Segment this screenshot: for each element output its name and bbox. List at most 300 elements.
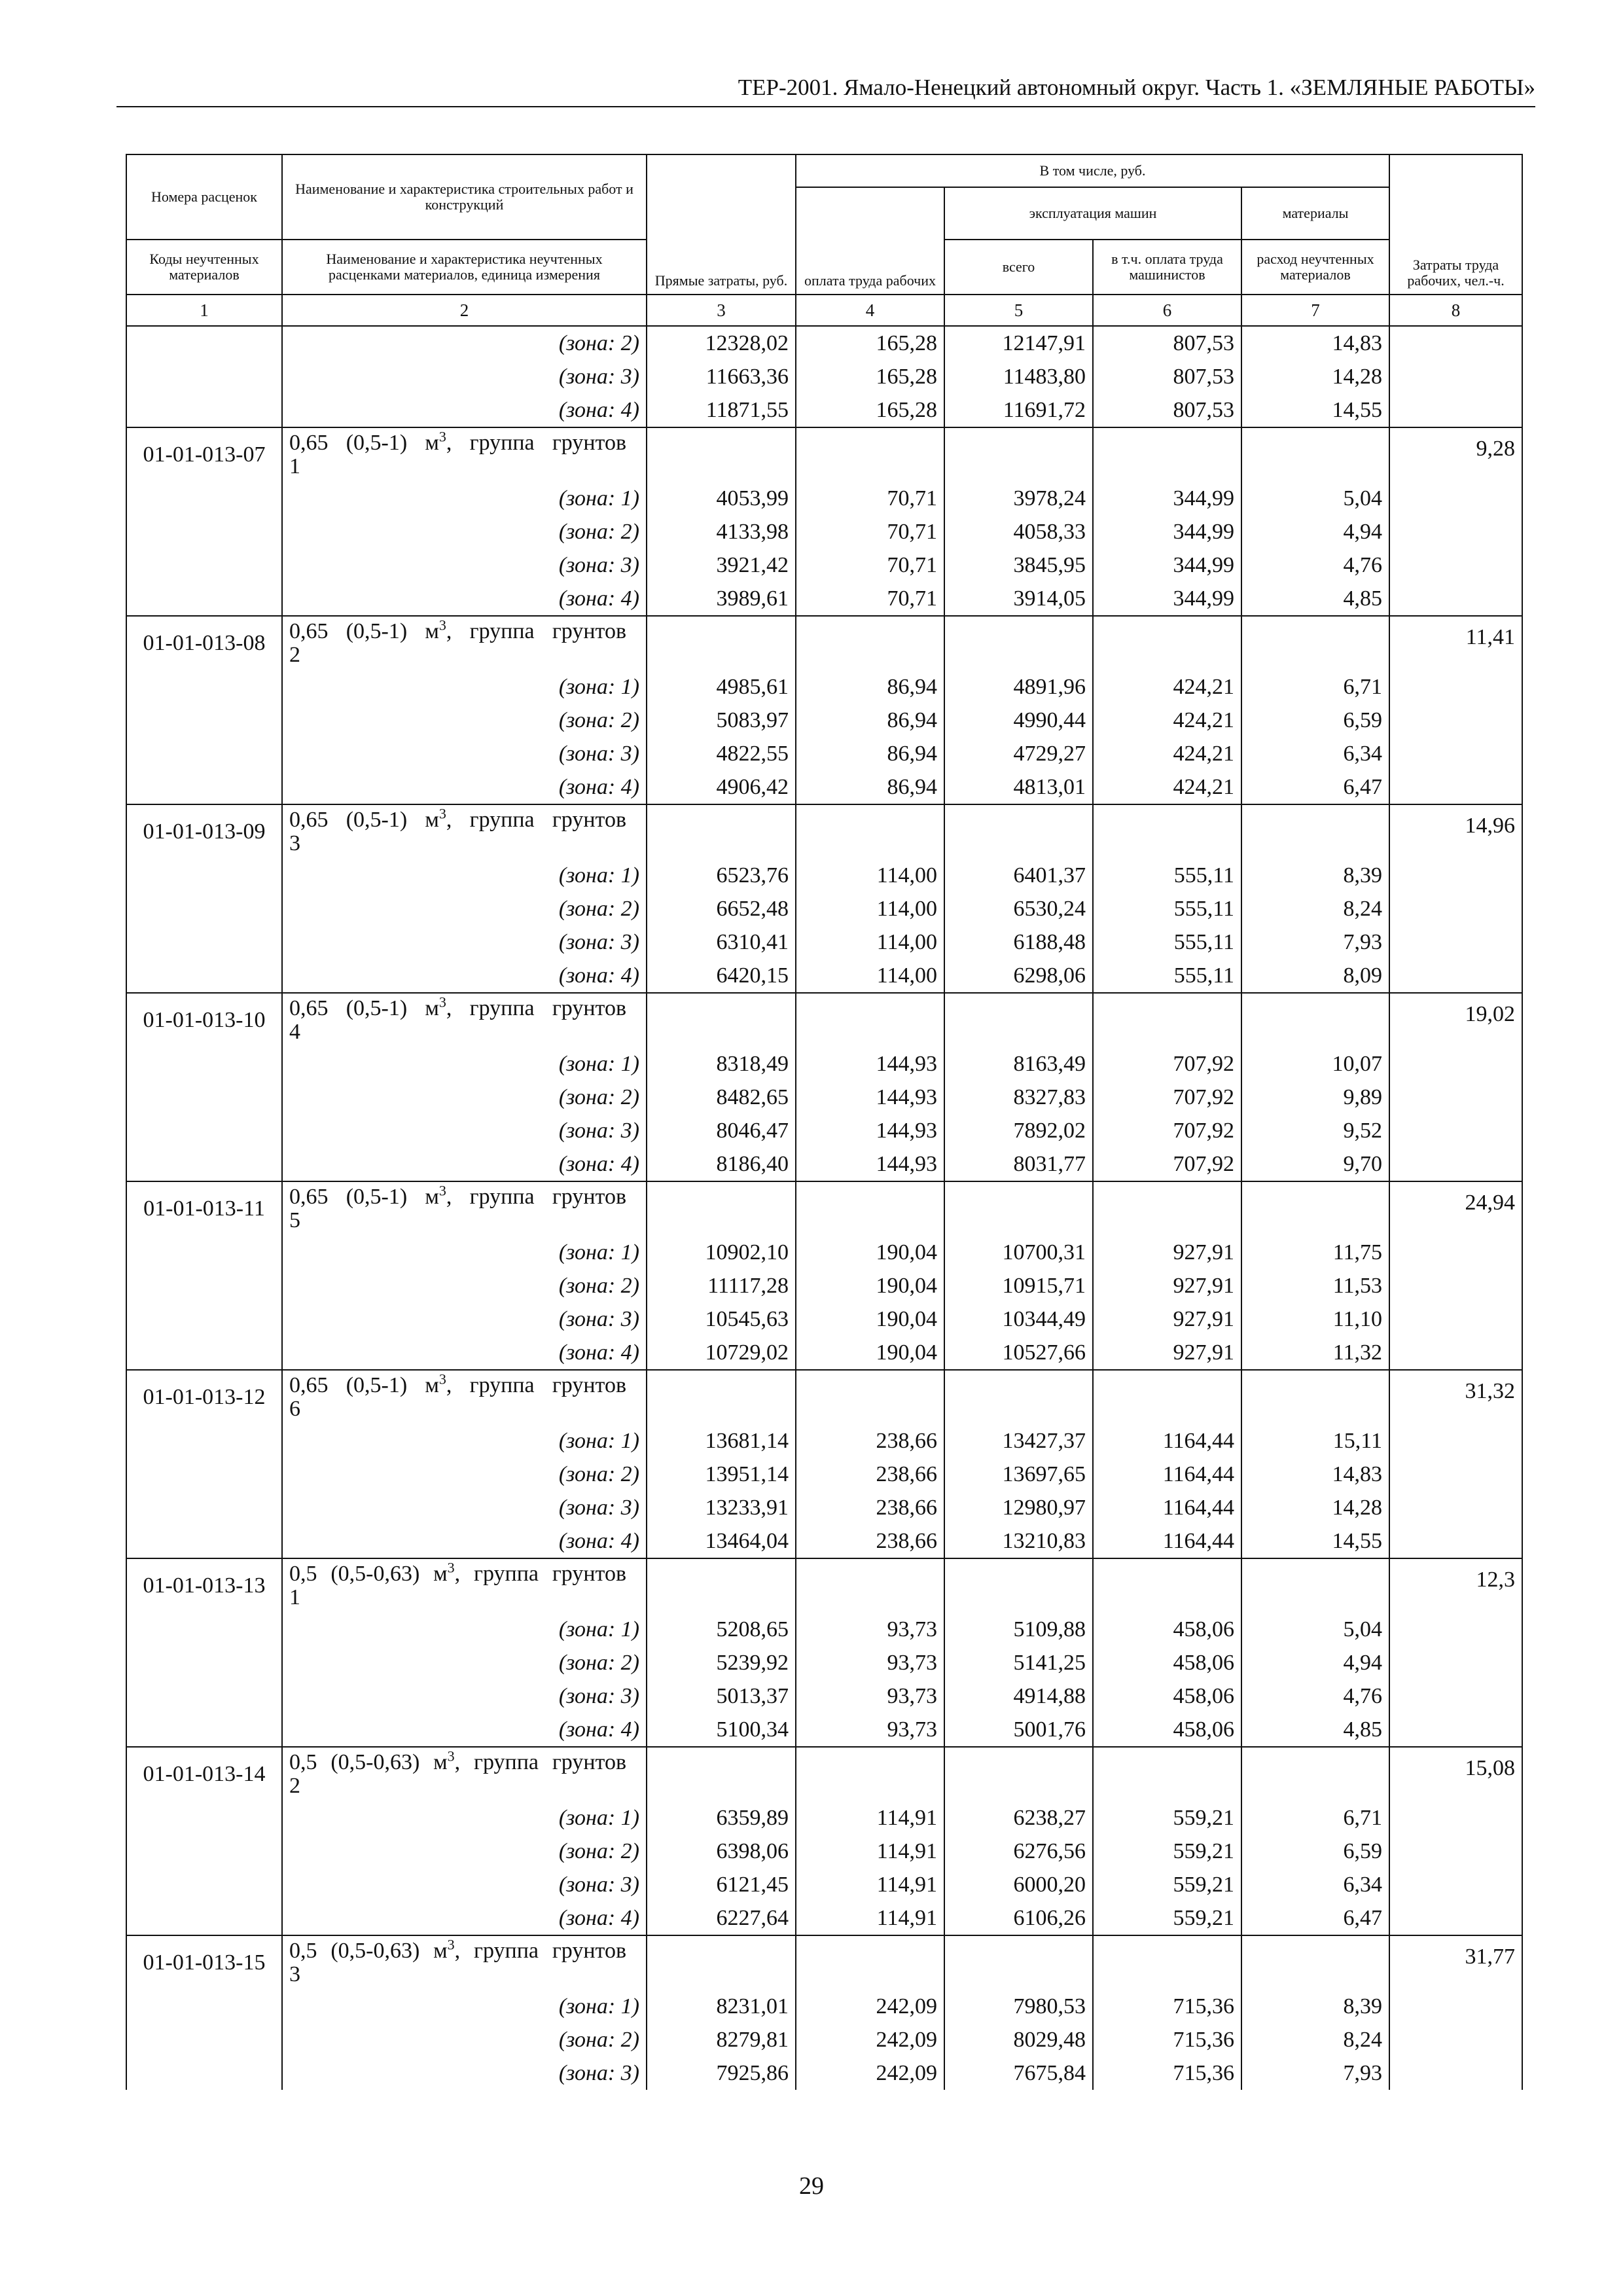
description-tail: , группа грунтов bbox=[454, 1939, 626, 1963]
material-usage-value: 6,59 bbox=[1241, 704, 1389, 737]
empty-code-cell bbox=[126, 737, 282, 770]
material-usage-value: 9,52 bbox=[1241, 1114, 1389, 1147]
worker-pay-value: 190,04 bbox=[796, 1269, 944, 1302]
zone-row bbox=[126, 704, 1522, 737]
empty-code-cell bbox=[126, 959, 282, 993]
empty-code-cell bbox=[126, 925, 282, 959]
empty-labor-hours-cell bbox=[1389, 1990, 1522, 2023]
column-number: 7 bbox=[1241, 295, 1389, 326]
empty-code-cell bbox=[126, 1081, 282, 1114]
zone-label: (зона: 2) bbox=[282, 515, 647, 548]
machines-total-value: 4813,01 bbox=[944, 770, 1093, 804]
empty-code-cell bbox=[126, 770, 282, 804]
worker-pay-value: 86,94 bbox=[796, 704, 944, 737]
rate-item-row bbox=[126, 1747, 1522, 1801]
material-usage-value: 6,47 bbox=[1241, 770, 1389, 804]
direct-costs-value: 12328,02 bbox=[647, 326, 796, 360]
zone-label: (зона: 3) bbox=[282, 548, 647, 582]
zone-label: (зона: 2) bbox=[282, 326, 647, 360]
empty-labor-hours-cell bbox=[1389, 393, 1522, 427]
empty-value-cell bbox=[796, 1181, 944, 1236]
material-usage-value: 4,94 bbox=[1241, 515, 1389, 548]
header-material-codes: Коды неучтенных материалов bbox=[126, 240, 282, 295]
labor-hours-value: 14,96 bbox=[1389, 804, 1522, 859]
machines-total-value: 7675,84 bbox=[944, 2056, 1093, 2090]
zone-label: (зона: 2) bbox=[282, 1269, 647, 1302]
zone-label: (зона: 2) bbox=[282, 1458, 647, 1491]
zone-row bbox=[126, 2056, 1522, 2090]
empty-code-cell bbox=[126, 1679, 282, 1713]
direct-costs-value: 13681,14 bbox=[647, 1424, 796, 1458]
worker-pay-value: 238,66 bbox=[796, 1458, 944, 1491]
rate-description bbox=[282, 1181, 647, 1236]
machines-total-value: 4058,33 bbox=[944, 515, 1093, 548]
zone-label: (зона: 1) bbox=[282, 670, 647, 704]
empty-labor-hours-cell bbox=[1389, 859, 1522, 892]
empty-labor-hours-cell bbox=[1389, 1236, 1522, 1269]
empty-value-cell bbox=[944, 804, 1093, 859]
rate-item-row bbox=[126, 1558, 1522, 1613]
zone-row bbox=[126, 1236, 1522, 1269]
zone-label: (зона: 1) bbox=[282, 1801, 647, 1835]
machinist-pay-value: 458,06 bbox=[1093, 1713, 1241, 1747]
rate-item-row bbox=[126, 616, 1522, 670]
zone-row bbox=[126, 2023, 1522, 2056]
soil-group-number: 5 bbox=[289, 1208, 300, 1232]
empty-value-cell bbox=[1093, 993, 1241, 1047]
material-usage-value: 6,71 bbox=[1241, 670, 1389, 704]
zone-row bbox=[126, 1047, 1522, 1081]
zone-label: (зона: 3) bbox=[282, 737, 647, 770]
zone-label: (зона: 3) bbox=[282, 1868, 647, 1901]
empty-labor-hours-cell bbox=[1389, 2056, 1522, 2090]
worker-pay-value: 114,00 bbox=[796, 925, 944, 959]
rate-item-row bbox=[126, 804, 1522, 859]
empty-value-cell bbox=[1241, 804, 1389, 859]
empty-labor-hours-cell bbox=[1389, 2023, 1522, 2056]
worker-pay-value: 165,28 bbox=[796, 393, 944, 427]
empty-code-cell bbox=[126, 1424, 282, 1458]
rate-code: 01-01-013-10 bbox=[126, 993, 282, 1047]
empty-value-cell bbox=[944, 1181, 1093, 1236]
soil-group-number: 3 bbox=[289, 1962, 300, 1986]
material-usage-value: 14,28 bbox=[1241, 1491, 1389, 1524]
empty-value-cell bbox=[1241, 427, 1389, 482]
soil-group-number: 1 bbox=[289, 1585, 300, 1609]
header-materials: материалы bbox=[1241, 187, 1389, 240]
zone-row bbox=[126, 393, 1522, 427]
empty-value-cell bbox=[944, 993, 1093, 1047]
zone-row bbox=[126, 1835, 1522, 1868]
direct-costs-value: 7925,86 bbox=[647, 2056, 796, 2090]
header-direct-costs: Прямые затраты, руб. bbox=[647, 154, 796, 295]
empty-code-cell bbox=[126, 1901, 282, 1935]
empty-value-cell bbox=[1241, 616, 1389, 670]
empty-value-cell bbox=[1241, 993, 1389, 1047]
empty-labor-hours-cell bbox=[1389, 1713, 1522, 1747]
zone-row bbox=[126, 482, 1522, 515]
direct-costs-value: 11117,28 bbox=[647, 1269, 796, 1302]
zone-label: (зона: 2) bbox=[282, 2023, 647, 2056]
empty-value-cell bbox=[1241, 1558, 1389, 1613]
column-number: 8 bbox=[1389, 295, 1522, 326]
direct-costs-value: 4053,99 bbox=[647, 482, 796, 515]
description-tail: , группа грунтов bbox=[446, 619, 626, 643]
machines-total-value: 3914,05 bbox=[944, 582, 1093, 616]
zone-label: (зона: 2) bbox=[282, 892, 647, 925]
empty-code-cell bbox=[126, 2056, 282, 2090]
empty-value-cell bbox=[796, 616, 944, 670]
empty-value-cell bbox=[647, 1935, 796, 1990]
material-usage-value: 11,32 bbox=[1241, 1336, 1389, 1370]
zone-label: (зона: 4) bbox=[282, 959, 647, 993]
direct-costs-value: 8231,01 bbox=[647, 1990, 796, 2023]
column-number: 2 bbox=[282, 295, 647, 326]
empty-code-cell bbox=[126, 892, 282, 925]
empty-labor-hours-cell bbox=[1389, 670, 1522, 704]
empty-labor-hours-cell bbox=[1389, 1613, 1522, 1646]
material-usage-value: 8,39 bbox=[1241, 859, 1389, 892]
unit-superscript: 3 bbox=[438, 805, 446, 822]
zone-row bbox=[126, 1990, 1522, 2023]
description-text: 0,5 (0,5-0,63) м bbox=[289, 1750, 448, 1774]
empty-value-cell bbox=[1093, 616, 1241, 670]
material-usage-value: 6,71 bbox=[1241, 1801, 1389, 1835]
direct-costs-value: 10545,63 bbox=[647, 1302, 796, 1336]
empty-code-cell bbox=[126, 326, 282, 360]
worker-pay-value: 144,93 bbox=[796, 1047, 944, 1081]
material-usage-value: 5,04 bbox=[1241, 482, 1389, 515]
empty-code-cell bbox=[126, 1713, 282, 1747]
worker-pay-value: 114,91 bbox=[796, 1835, 944, 1868]
zone-row bbox=[126, 892, 1522, 925]
description-text: 0,65 (0,5-1) м bbox=[289, 431, 439, 455]
empty-labor-hours-cell bbox=[1389, 1524, 1522, 1558]
empty-labor-hours-cell bbox=[1389, 1679, 1522, 1713]
machinist-pay-value: 344,99 bbox=[1093, 548, 1241, 582]
table-body bbox=[126, 326, 1522, 2090]
unit-superscript: 3 bbox=[438, 1371, 446, 1388]
zone-label: (зона: 3) bbox=[282, 1679, 647, 1713]
worker-pay-value: 114,00 bbox=[796, 959, 944, 993]
unit-superscript: 3 bbox=[447, 1748, 455, 1765]
worker-pay-value: 86,94 bbox=[796, 770, 944, 804]
zone-row bbox=[126, 770, 1522, 804]
worker-pay-value: 144,93 bbox=[796, 1081, 944, 1114]
worker-pay-value: 242,09 bbox=[796, 1990, 944, 2023]
rate-description-line bbox=[289, 1559, 626, 1586]
zone-label: (зона: 4) bbox=[282, 1336, 647, 1370]
machinist-pay-value: 707,92 bbox=[1093, 1147, 1241, 1181]
worker-pay-value: 70,71 bbox=[796, 582, 944, 616]
rate-description-line bbox=[289, 1748, 626, 1774]
description-text: 0,65 (0,5-1) м bbox=[289, 619, 439, 643]
machinist-pay-value: 1164,44 bbox=[1093, 1458, 1241, 1491]
machines-total-value: 4914,88 bbox=[944, 1679, 1093, 1713]
direct-costs-value: 5100,34 bbox=[647, 1713, 796, 1747]
material-usage-value: 11,53 bbox=[1241, 1269, 1389, 1302]
machinist-pay-value: 555,11 bbox=[1093, 925, 1241, 959]
zone-row bbox=[126, 670, 1522, 704]
empty-labor-hours-cell bbox=[1389, 1868, 1522, 1901]
empty-value-cell bbox=[944, 1558, 1093, 1613]
direct-costs-value: 5208,65 bbox=[647, 1613, 796, 1646]
machinist-pay-value: 807,53 bbox=[1093, 326, 1241, 360]
direct-costs-value: 6359,89 bbox=[647, 1801, 796, 1835]
material-usage-value: 8,24 bbox=[1241, 892, 1389, 925]
table-header bbox=[126, 154, 1522, 326]
empty-value-cell bbox=[796, 993, 944, 1047]
rate-description bbox=[282, 804, 647, 859]
machines-total-value: 6401,37 bbox=[944, 859, 1093, 892]
worker-pay-value: 242,09 bbox=[796, 2023, 944, 2056]
material-usage-value: 14,83 bbox=[1241, 326, 1389, 360]
empty-code-cell bbox=[126, 548, 282, 582]
rate-description-line bbox=[289, 805, 626, 832]
direct-costs-value: 5239,92 bbox=[647, 1646, 796, 1679]
worker-pay-value: 114,91 bbox=[796, 1901, 944, 1935]
zone-row bbox=[126, 959, 1522, 993]
worker-pay-value: 70,71 bbox=[796, 548, 944, 582]
empty-labor-hours-cell bbox=[1389, 482, 1522, 515]
machinist-pay-value: 559,21 bbox=[1093, 1801, 1241, 1835]
empty-code-cell bbox=[126, 1990, 282, 2023]
worker-pay-value: 93,73 bbox=[796, 1679, 944, 1713]
worker-pay-value: 93,73 bbox=[796, 1713, 944, 1747]
header-rate-number: Номера расценок bbox=[126, 154, 282, 240]
rate-item-row bbox=[126, 993, 1522, 1047]
machines-total-value: 12980,97 bbox=[944, 1491, 1093, 1524]
machines-total-value: 5001,76 bbox=[944, 1713, 1093, 1747]
rate-description-line bbox=[289, 1936, 626, 1963]
zone-row bbox=[126, 1679, 1522, 1713]
rate-code: 01-01-013-09 bbox=[126, 804, 282, 859]
direct-costs-value: 6227,64 bbox=[647, 1901, 796, 1935]
empty-code-cell bbox=[126, 393, 282, 427]
worker-pay-value: 114,00 bbox=[796, 892, 944, 925]
column-number: 6 bbox=[1093, 295, 1241, 326]
zone-label: (зона: 4) bbox=[282, 1901, 647, 1935]
zone-row bbox=[126, 1868, 1522, 1901]
empty-value-cell bbox=[944, 616, 1093, 670]
machinist-pay-value: 458,06 bbox=[1093, 1646, 1241, 1679]
zone-label: (зона: 3) bbox=[282, 925, 647, 959]
material-usage-value: 4,85 bbox=[1241, 1713, 1389, 1747]
soil-group-number: 4 bbox=[289, 1020, 300, 1044]
zone-label: (зона: 1) bbox=[282, 1236, 647, 1269]
material-usage-value: 10,07 bbox=[1241, 1047, 1389, 1081]
machines-total-value: 8163,49 bbox=[944, 1047, 1093, 1081]
soil-group-number: 2 bbox=[289, 1774, 300, 1798]
worker-pay-value: 114,91 bbox=[796, 1868, 944, 1901]
description-text: 0,65 (0,5-1) м bbox=[289, 1185, 439, 1209]
empty-labor-hours-cell bbox=[1389, 1269, 1522, 1302]
zone-row bbox=[126, 1901, 1522, 1935]
machinist-pay-value: 927,91 bbox=[1093, 1269, 1241, 1302]
empty-value-cell bbox=[647, 1370, 796, 1424]
machines-total-value: 6530,24 bbox=[944, 892, 1093, 925]
zone-label: (зона: 1) bbox=[282, 1424, 647, 1458]
header-labor-hours: Затраты труда рабочих, чел.-ч. bbox=[1389, 154, 1522, 295]
material-usage-value: 4,76 bbox=[1241, 1679, 1389, 1713]
machinist-pay-value: 458,06 bbox=[1093, 1613, 1241, 1646]
empty-code-cell bbox=[126, 1236, 282, 1269]
material-usage-value: 6,34 bbox=[1241, 737, 1389, 770]
empty-code-cell bbox=[126, 1801, 282, 1835]
empty-value-cell bbox=[796, 1935, 944, 1990]
machinist-pay-value: 559,21 bbox=[1093, 1868, 1241, 1901]
column-number: 1 bbox=[126, 295, 282, 326]
direct-costs-value: 13233,91 bbox=[647, 1491, 796, 1524]
empty-value-cell bbox=[796, 1558, 944, 1613]
empty-code-cell bbox=[126, 2023, 282, 2056]
material-usage-value: 4,94 bbox=[1241, 1646, 1389, 1679]
soil-group-number: 3 bbox=[289, 831, 300, 855]
empty-value-cell bbox=[647, 1558, 796, 1613]
material-usage-value: 4,85 bbox=[1241, 582, 1389, 616]
zone-label: (зона: 1) bbox=[282, 1047, 647, 1081]
material-usage-value: 11,10 bbox=[1241, 1302, 1389, 1336]
zone-row bbox=[126, 1801, 1522, 1835]
labor-hours-value: 24,94 bbox=[1389, 1181, 1522, 1236]
empty-labor-hours-cell bbox=[1389, 1047, 1522, 1081]
rate-description bbox=[282, 427, 647, 482]
zone-row bbox=[126, 1491, 1522, 1524]
column-number: 3 bbox=[647, 295, 796, 326]
machinist-pay-value: 1164,44 bbox=[1093, 1424, 1241, 1458]
direct-costs-value: 6523,76 bbox=[647, 859, 796, 892]
empty-value-cell bbox=[647, 804, 796, 859]
rate-description-line bbox=[289, 428, 626, 455]
worker-pay-value: 114,00 bbox=[796, 859, 944, 892]
direct-costs-value: 6652,48 bbox=[647, 892, 796, 925]
empty-value-cell bbox=[1093, 1747, 1241, 1801]
rate-code: 01-01-013-14 bbox=[126, 1747, 282, 1801]
worker-pay-value: 70,71 bbox=[796, 515, 944, 548]
zone-label: (зона: 2) bbox=[282, 1646, 647, 1679]
empty-code-cell bbox=[126, 1646, 282, 1679]
worker-pay-value: 238,66 bbox=[796, 1491, 944, 1524]
machines-total-value: 6276,56 bbox=[944, 1835, 1093, 1868]
soil-group-number: 2 bbox=[289, 643, 300, 667]
material-usage-value: 14,83 bbox=[1241, 1458, 1389, 1491]
zone-label: (зона: 3) bbox=[282, 360, 647, 393]
direct-costs-value: 4985,61 bbox=[647, 670, 796, 704]
worker-pay-value: 190,04 bbox=[796, 1336, 944, 1370]
machines-total-value: 4729,27 bbox=[944, 737, 1093, 770]
empty-labor-hours-cell bbox=[1389, 892, 1522, 925]
zone-row bbox=[126, 1524, 1522, 1558]
rate-description bbox=[282, 1747, 647, 1801]
empty-labor-hours-cell bbox=[1389, 737, 1522, 770]
machinist-pay-value: 424,21 bbox=[1093, 737, 1241, 770]
worker-pay-value: 86,94 bbox=[796, 737, 944, 770]
zone-label: (зона: 3) bbox=[282, 1491, 647, 1524]
zone-row bbox=[126, 859, 1522, 892]
machinist-pay-value: 344,99 bbox=[1093, 482, 1241, 515]
empty-labor-hours-cell bbox=[1389, 1458, 1522, 1491]
zone-label: (зона: 1) bbox=[282, 482, 647, 515]
empty-code-cell bbox=[126, 859, 282, 892]
header-worker-pay: оплата труда рабочих bbox=[796, 187, 944, 295]
description-text: 0,65 (0,5-1) м bbox=[289, 996, 439, 1020]
empty-labor-hours-cell bbox=[1389, 1336, 1522, 1370]
machinist-pay-value: 707,92 bbox=[1093, 1081, 1241, 1114]
zone-row bbox=[126, 1458, 1522, 1491]
material-usage-value: 8,39 bbox=[1241, 1990, 1389, 2023]
machinist-pay-value: 559,21 bbox=[1093, 1835, 1241, 1868]
description-text: 0,5 (0,5-0,63) м bbox=[289, 1939, 448, 1963]
zone-label: (зона: 2) bbox=[282, 704, 647, 737]
empty-labor-hours-cell bbox=[1389, 1801, 1522, 1835]
machines-total-value: 10527,66 bbox=[944, 1336, 1093, 1370]
zone-row bbox=[126, 582, 1522, 616]
description-tail: , группа грунтов bbox=[446, 1185, 626, 1209]
machines-total-value: 10700,31 bbox=[944, 1236, 1093, 1269]
material-usage-value: 14,55 bbox=[1241, 1524, 1389, 1558]
machines-total-value: 13427,37 bbox=[944, 1424, 1093, 1458]
empty-labor-hours-cell bbox=[1389, 515, 1522, 548]
material-usage-value: 7,93 bbox=[1241, 2056, 1389, 2090]
machinist-pay-value: 707,92 bbox=[1093, 1047, 1241, 1081]
machinist-pay-value: 927,91 bbox=[1093, 1336, 1241, 1370]
machines-total-value: 13697,65 bbox=[944, 1458, 1093, 1491]
machinist-pay-value: 424,21 bbox=[1093, 770, 1241, 804]
unit-superscript: 3 bbox=[438, 428, 446, 445]
rate-description bbox=[282, 616, 647, 670]
rate-code: 01-01-013-13 bbox=[126, 1558, 282, 1613]
machines-total-value: 12147,91 bbox=[944, 326, 1093, 360]
machines-total-value: 11483,80 bbox=[944, 360, 1093, 393]
empty-labor-hours-cell bbox=[1389, 770, 1522, 804]
direct-costs-value: 8318,49 bbox=[647, 1047, 796, 1081]
machinist-pay-value: 807,53 bbox=[1093, 360, 1241, 393]
material-usage-value: 15,11 bbox=[1241, 1424, 1389, 1458]
direct-costs-value: 4822,55 bbox=[647, 737, 796, 770]
machines-total-value: 10344,49 bbox=[944, 1302, 1093, 1336]
machinist-pay-value: 715,36 bbox=[1093, 2023, 1241, 2056]
unit-superscript: 3 bbox=[438, 994, 446, 1011]
zone-row bbox=[126, 925, 1522, 959]
worker-pay-value: 238,66 bbox=[796, 1424, 944, 1458]
worker-pay-value: 238,66 bbox=[796, 1524, 944, 1558]
description-tail: , группа грунтов bbox=[446, 808, 626, 832]
soil-group-number: 1 bbox=[289, 454, 300, 478]
direct-costs-value: 6398,06 bbox=[647, 1835, 796, 1868]
rate-code: 01-01-013-15 bbox=[126, 1935, 282, 1990]
empty-value-cell bbox=[1241, 1747, 1389, 1801]
rate-description bbox=[282, 993, 647, 1047]
direct-costs-value: 6420,15 bbox=[647, 959, 796, 993]
empty-value-cell bbox=[944, 1747, 1093, 1801]
machinist-pay-value: 555,11 bbox=[1093, 959, 1241, 993]
material-usage-value: 8,24 bbox=[1241, 2023, 1389, 2056]
empty-value-cell bbox=[796, 427, 944, 482]
machines-total-value: 4891,96 bbox=[944, 670, 1093, 704]
zone-row bbox=[126, 326, 1522, 360]
empty-code-cell bbox=[126, 1868, 282, 1901]
worker-pay-value: 86,94 bbox=[796, 670, 944, 704]
empty-value-cell bbox=[796, 1747, 944, 1801]
machines-total-value: 8031,77 bbox=[944, 1147, 1093, 1181]
description-text: 0,65 (0,5-1) м bbox=[289, 1373, 439, 1397]
machines-total-value: 6188,48 bbox=[944, 925, 1093, 959]
machines-total-value: 13210,83 bbox=[944, 1524, 1093, 1558]
labor-hours-value: 19,02 bbox=[1389, 993, 1522, 1047]
rate-code: 01-01-013-11 bbox=[126, 1181, 282, 1236]
empty-value-cell bbox=[1241, 1181, 1389, 1236]
zone-row bbox=[126, 737, 1522, 770]
